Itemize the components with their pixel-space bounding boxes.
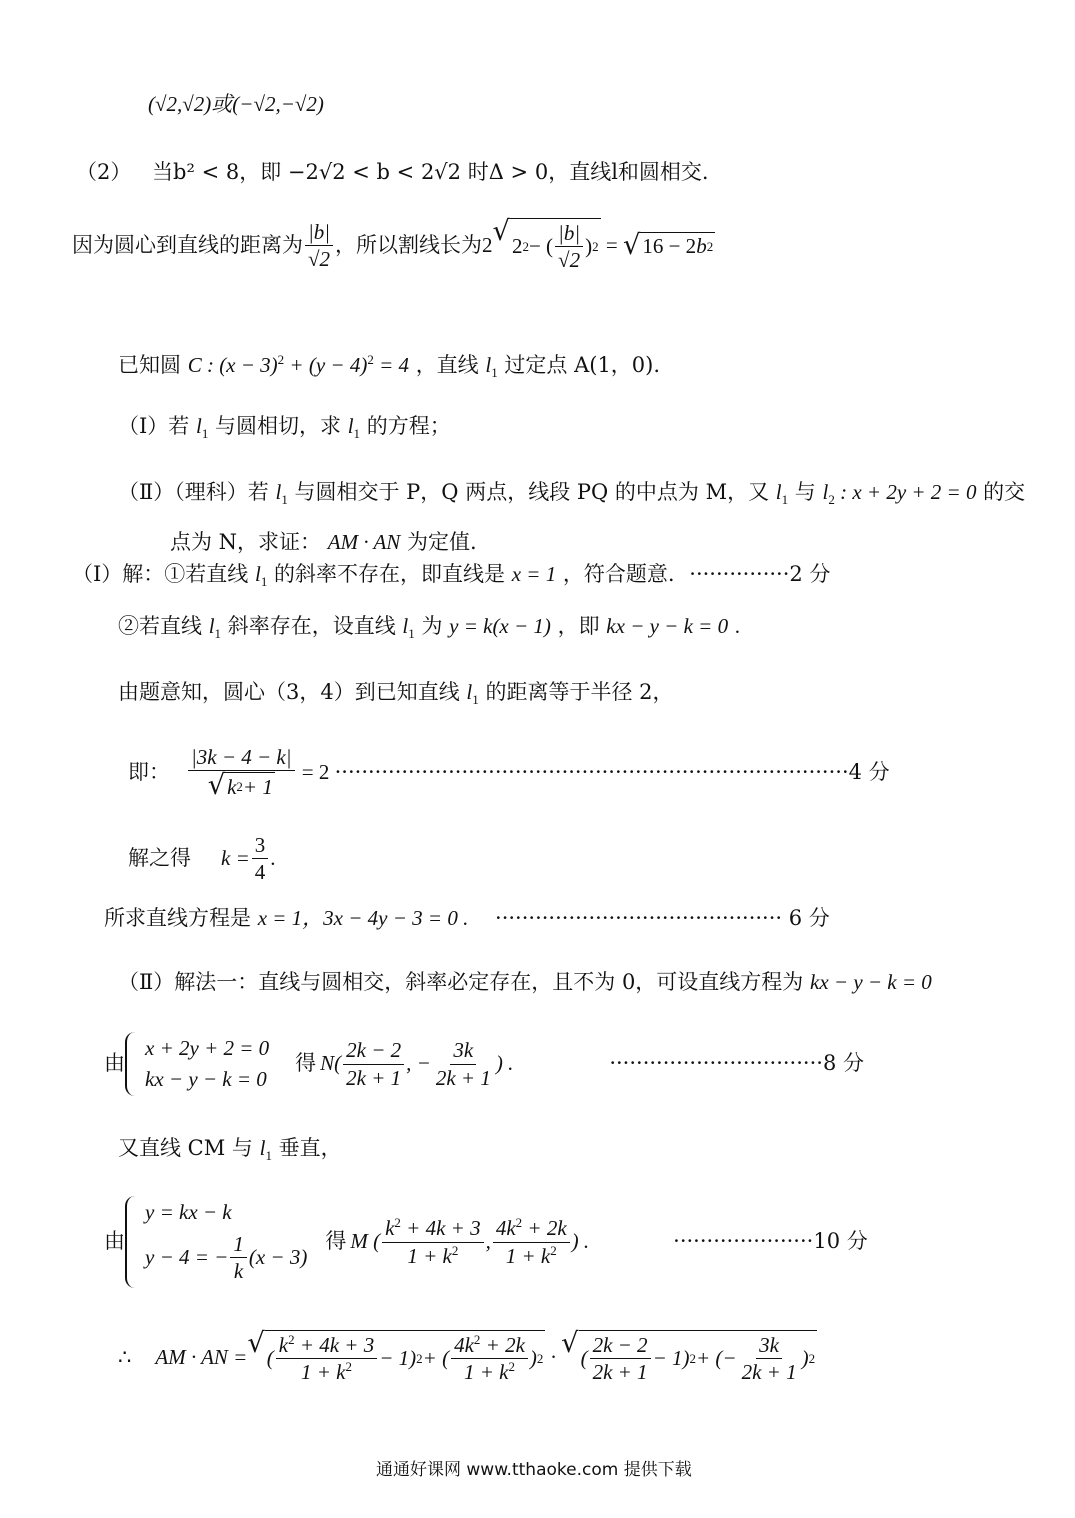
perpendicular-line xyxy=(118,1136,342,1164)
sol1-text-b: 的斜率不存在，即直线是 xyxy=(274,562,506,586)
question-1-text-a: （Ⅰ）若 xyxy=(118,414,190,438)
problem-statement-line xyxy=(118,352,660,381)
eq-label: 即： xyxy=(128,759,170,784)
question-1-line xyxy=(118,414,451,442)
point-m-coords: M ( $\frac{k^2 + 4k + 3}{1 + k^2}$ , $\frac{4k^2 + 2k}{1 + k^2}$ ) . xyxy=(350,1215,590,1268)
score-8: ································8 分 xyxy=(609,1051,864,1076)
point-n-line xyxy=(104,1032,864,1096)
l1-symbol: $l_1$ xyxy=(208,614,222,642)
equals-two: = 2 xyxy=(296,759,335,784)
question-1-text-b: 与圆相切，求 xyxy=(215,414,342,438)
answer-points-line xyxy=(148,92,324,117)
am-an-product: AM · AN xyxy=(327,530,401,554)
get-label-2: 得 xyxy=(325,1229,347,1254)
distance-equation-fraction: |3k − 4 − k| √ k 2 + 1 xyxy=(188,744,295,801)
result-line xyxy=(104,906,830,931)
question-2-text-d: 的交 xyxy=(983,480,1026,504)
sol1c2-text-b: 斜率存在，设直线 xyxy=(227,614,396,638)
system-label: 由 xyxy=(104,1051,125,1076)
system-for-n: x + 2y + 2 = 0 kx − y − k = 0 xyxy=(125,1032,269,1096)
question-2-text-a: （Ⅱ）（理科）若 xyxy=(118,480,269,504)
dist-text-b: 的距离等于半径 2， xyxy=(485,680,674,704)
therefore-symbol: ∴ xyxy=(118,1345,132,1370)
solution-1-case-1-line xyxy=(72,562,830,590)
score-10: ·····················10 分 xyxy=(673,1229,868,1254)
l1-symbol: $l_1$ xyxy=(347,414,361,442)
score-2: ···············2 分 xyxy=(689,562,831,586)
get-label: 得 xyxy=(295,1051,317,1076)
distance-condition-line xyxy=(118,680,674,708)
circle-equation: C : $(x - 3)^2 + (y - 4)^2 = 4$ xyxy=(187,352,409,377)
problem-text-b: ，直线 xyxy=(415,353,479,377)
method-1-text: （Ⅱ）解法一：直线与圆相交，斜率必定存在，且不为 0，可设直线方程为 xyxy=(118,970,804,994)
system-for-m: y = kx − k y − 4 = − $\frac{1}{k}$ (x − 3) xyxy=(125,1196,307,1288)
l1-symbol: $l_1$ xyxy=(402,614,415,642)
period: . xyxy=(270,846,276,871)
score-6: ··········································· 6 分 xyxy=(495,906,830,930)
part-2-condition-line xyxy=(76,160,709,185)
l1-symbol: $l_1$ xyxy=(195,414,209,442)
question-2-line xyxy=(118,480,1025,508)
question-2-text-b: 与圆相交于 P，Q 两点，线段 PQ 的中点为 M，又 xyxy=(294,480,770,504)
point-m-line xyxy=(104,1196,868,1288)
line-l1-symbol: $l_1$ xyxy=(485,353,498,381)
k-equals: k = xyxy=(221,846,250,871)
solution-1-case-2-line xyxy=(118,614,740,642)
chord-text-b: ，所以割线长为 xyxy=(335,233,483,258)
product-formula: AM · AN = √ ( $\frac{k^2 + 4k + 3}{1 + k^2}$ − 1) 2 + ( $\frac{4k^2 + 2k}{1 + k^2}$ ) 2 · √ ( $\frac{2k - 2}{2k + 1}$ − 1) 2 + (− $\frac{3k}{2k + 1}$ ) 2 xyxy=(155,1328,816,1385)
line-eq-general: kx − y − k = 0 xyxy=(810,970,932,994)
sol1-text-a: （Ⅰ）解：①若直线 xyxy=(72,562,249,586)
dist-text-a: 由题意知，圆心（3，4）到已知直线 xyxy=(118,680,460,704)
method-1-line xyxy=(118,970,932,995)
question-2-text-c: 与 xyxy=(794,480,816,504)
question-2-cont-a: 点为 N，求证： xyxy=(170,530,322,554)
l1-symbol: $l_1$ xyxy=(466,680,479,708)
l1-symbol: $l_1$ xyxy=(275,480,288,508)
footer-text: 通通好课网 www.tthaoke.com 提供下载 xyxy=(376,1460,692,1480)
k-value-fraction: $\frac{3}{4}$ xyxy=(252,832,269,886)
page-footer xyxy=(376,1460,692,1480)
question-1-text-c: 的方程； xyxy=(366,414,451,438)
chord-text-a: 因为圆心到直线的距离为 xyxy=(72,233,303,258)
answer-points-text: (√2,√2)或(−√2,−√2) xyxy=(148,92,324,116)
x-equals-1: x = 1 xyxy=(511,562,557,586)
part-2-label: （2） xyxy=(76,160,132,184)
score-4: ·············································································4 分 xyxy=(334,759,890,784)
chord-length-line xyxy=(72,218,715,274)
product-line xyxy=(118,1330,817,1386)
sol1c2-text-d: ，即 xyxy=(557,614,600,638)
point-n-coords: N( $\frac{2k - 2}{2k + 1}$ , − $\frac{3k}{2k + 1}$ ) . xyxy=(320,1038,514,1090)
l1-symbol: $l_1$ xyxy=(775,480,789,508)
question-2-cont-line xyxy=(170,530,477,555)
line-l2-equation: $l_2$ : x + 2y + 2 = 0 xyxy=(822,480,977,508)
l1-symbol: $l_1$ xyxy=(259,1136,272,1164)
distance-equation-line xyxy=(128,744,890,801)
solve-k-line xyxy=(128,832,276,886)
sol1c2-text-c: 为 xyxy=(421,614,443,638)
perp-text-a: 又直线 CM 与 xyxy=(118,1136,253,1160)
distance-fraction: $\frac{|b|}{√2}$ xyxy=(305,219,333,273)
period: . xyxy=(734,614,741,638)
question-2-cont-b: 为定值. xyxy=(406,530,477,554)
result-text: 所求直线方程是 xyxy=(104,906,251,930)
part-2-condition-text: 当b² < 8，即 −2√2 < b < 2√2 时Δ > 0，直线l和圆相交. xyxy=(152,160,709,184)
perp-text-b: 垂直， xyxy=(278,1136,342,1160)
problem-text-a: 已知圆 xyxy=(118,353,181,377)
result-equations: x = 1，3x − 4y − 3 = 0 . xyxy=(257,906,469,930)
sol1-text-c: ，符合题意. xyxy=(562,562,675,586)
line-eq-general: kx − y − k = 0 xyxy=(606,614,729,638)
line-eq-point-slope: y = k(x − 1) xyxy=(449,614,551,638)
chord-formula: 2 √ 2 2 − ( $\frac{|b|}{√2}$ ) 2 = √ 16 − 2 b 2 xyxy=(482,216,714,273)
l1-symbol: $l_1$ xyxy=(254,562,268,590)
problem-text-c: 过定点 A(1，0). xyxy=(504,353,661,377)
system-label-2: 由 xyxy=(104,1229,125,1254)
sol1c2-text-a: ②若直线 xyxy=(118,614,202,638)
solve-text: 解之得 xyxy=(128,846,191,871)
